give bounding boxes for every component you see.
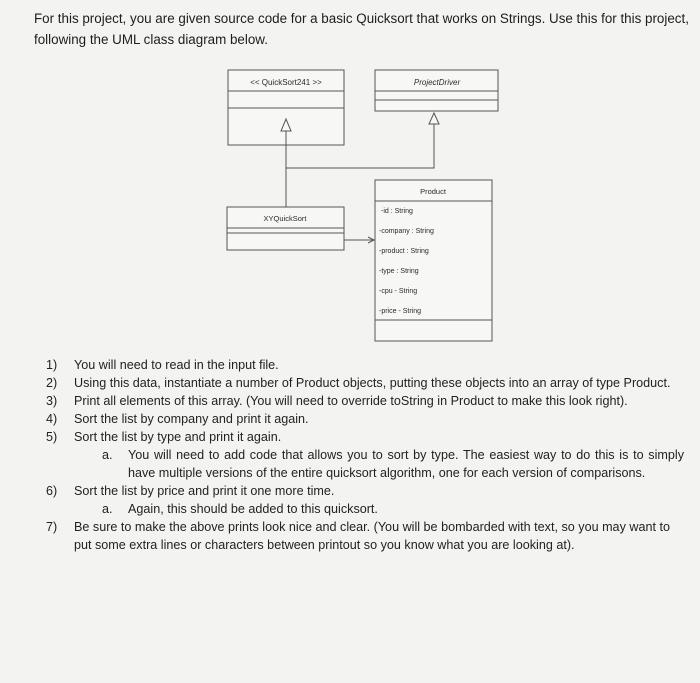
item-number: 5) (46, 430, 58, 444)
list-item (44, 392, 684, 410)
intro-paragraph: For this project, you are given source code for a basic Quicksort that works on Strings. Use this for this project, following the UML class diagram below. (34, 11, 689, 47)
uml-class-name: << QuickSort241 >> (250, 78, 322, 87)
item-number: 4) (46, 412, 58, 426)
item-text: Print all elements of this array. (You will need to override toString in Product to make this look right). (74, 394, 628, 408)
list-item (44, 356, 684, 374)
list-item (44, 374, 684, 392)
uml-attribute: -price - String (379, 308, 422, 315)
item-number: 6) (46, 484, 58, 498)
uml-class-projectdriver (375, 70, 498, 111)
item-text: Sort the list by price and print it one more time. (74, 484, 335, 498)
uml-class-product (375, 180, 492, 341)
sub-list-item (44, 500, 684, 518)
uml-class-name: ProjectDriver (413, 78, 461, 87)
uml-association-arrow (344, 237, 374, 243)
item-number: 2) (46, 376, 58, 390)
sub-item-text: Again, this should be added to this quicksort. (128, 502, 378, 516)
uml-attribute: -cpu - String (379, 288, 418, 295)
sub-item-text: You will need to add code that allows you to sort by type. The easiest way to do this is to simply have multiple versions of the entire quicksort algorithm, one for each version of comparisons. (128, 448, 684, 480)
item-text: You will need to read in the input file. (74, 358, 279, 372)
sub-item-letter: a. (102, 448, 113, 462)
uml-attribute: -product : String (379, 248, 429, 255)
item-text: Sort the list by company and print it again. (74, 412, 309, 426)
item-number: 7) (46, 520, 58, 534)
sub-item-letter: a. (102, 502, 113, 516)
instructions-list (44, 356, 684, 554)
sub-list-item (44, 446, 684, 482)
item-number: 1) (46, 358, 58, 372)
uml-class-name: XYQuickSort (263, 214, 307, 223)
uml-attribute: -type : String (379, 268, 419, 275)
uml-attribute: -id : String (381, 208, 413, 215)
list-item (44, 410, 684, 428)
item-number: 3) (46, 394, 58, 408)
list-item (44, 518, 684, 554)
uml-class-xyquicksort (227, 207, 344, 250)
item-text: Using this data, instantiate a number of Product objects, putting these objects into an array of type Product. (74, 376, 671, 390)
item-text: Sort the list by type and print it again. (74, 430, 282, 444)
uml-class-name: Product (420, 187, 446, 196)
item-text: Be sure to make the above prints look nice and clear. (You will be bombarded with text, so you may want to put some extra lines or characters between printout so you know what you are looking at). (74, 520, 670, 552)
uml-attribute: -company : String (379, 228, 434, 235)
list-item (44, 428, 684, 446)
list-item (44, 482, 684, 500)
